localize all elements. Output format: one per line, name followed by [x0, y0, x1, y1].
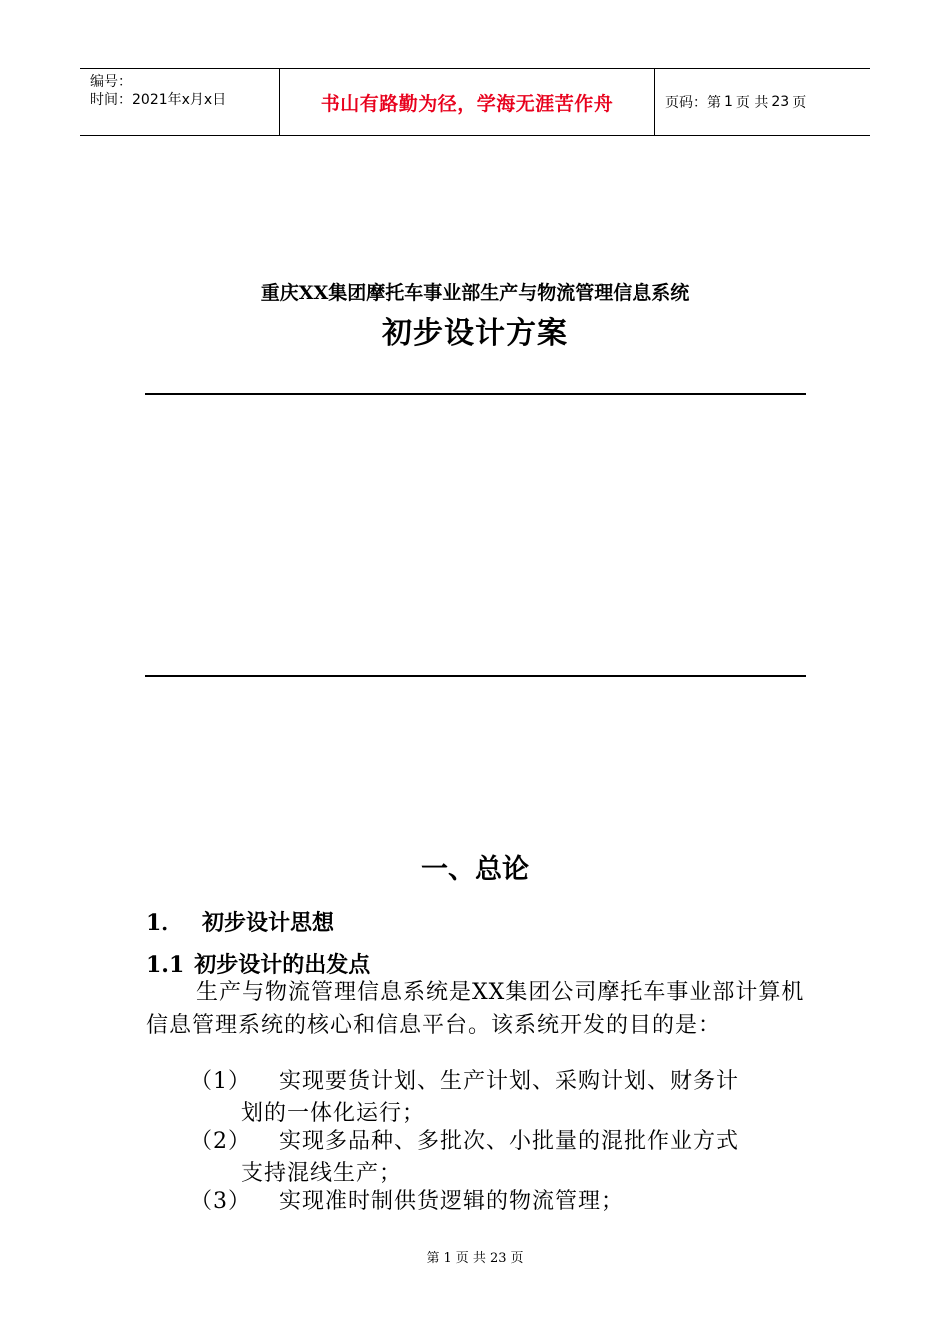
header-meta-cell	[80, 69, 280, 135]
header-motto-cell	[280, 69, 655, 135]
motto-text: 书山有路勤为径，学海无涯苦作舟	[320, 92, 614, 115]
divider-bottom	[145, 675, 806, 677]
time-label: 时间：2021年x月x日	[90, 92, 227, 108]
list-item-index: （2）	[190, 1129, 251, 1154]
list-item-index: （3）	[190, 1189, 251, 1214]
page-label: 页码：第	[665, 95, 721, 111]
section-title: 初步设计的出发点	[194, 952, 371, 978]
list-item-line: 支持混线生产；	[241, 1161, 403, 1186]
document-subtitle: 重庆XX集团摩托车事业部生产与物流管理信息系统	[260, 282, 690, 304]
section-heading-1-1	[146, 948, 370, 979]
section-number: 1．	[146, 910, 184, 936]
number-label: 编号：	[90, 74, 132, 90]
body-paragraph: 生产与物流管理信息系统是XX集团公司摩托车事业部计算机信息管理系统的核心和信息平台。该系统开发的目的是：	[146, 980, 805, 1038]
list-item-line: 实现多品种、多批次、小批量的混批作业方式	[279, 1129, 740, 1154]
chapter-heading: 一、总论	[421, 854, 529, 885]
list-item	[146, 1126, 806, 1190]
footer-prefix: 第	[426, 1251, 440, 1266]
header-page-cell	[655, 69, 870, 135]
list-item-line: 实现要货计划、生产计划、采购计划、财务计	[279, 1069, 740, 1094]
section-number: 1.1	[146, 952, 185, 978]
section-heading-1	[146, 906, 334, 937]
footer-current: 1	[443, 1251, 452, 1266]
page-mid: 页 共	[735, 95, 769, 111]
footer-mid: 页 共	[455, 1251, 486, 1266]
list-item	[146, 1186, 806, 1218]
divider-top	[145, 393, 806, 395]
section-title: 初步设计思想	[202, 910, 335, 936]
page-current: 1	[724, 94, 733, 110]
footer-suffix: 页	[510, 1251, 524, 1266]
page-total: 23	[771, 94, 790, 110]
list-item-line: 划的一体化运行；	[241, 1101, 426, 1126]
list-item	[146, 1066, 806, 1130]
page-footer	[0, 1247, 950, 1266]
page-end: 页	[792, 95, 807, 111]
list-item-index: （1）	[190, 1069, 251, 1094]
document-title: 初步设计方案	[382, 316, 568, 351]
list-item-line: 实现准时制供货逻辑的物流管理；	[279, 1189, 625, 1214]
footer-total: 23	[489, 1251, 507, 1266]
document-header	[80, 68, 870, 136]
